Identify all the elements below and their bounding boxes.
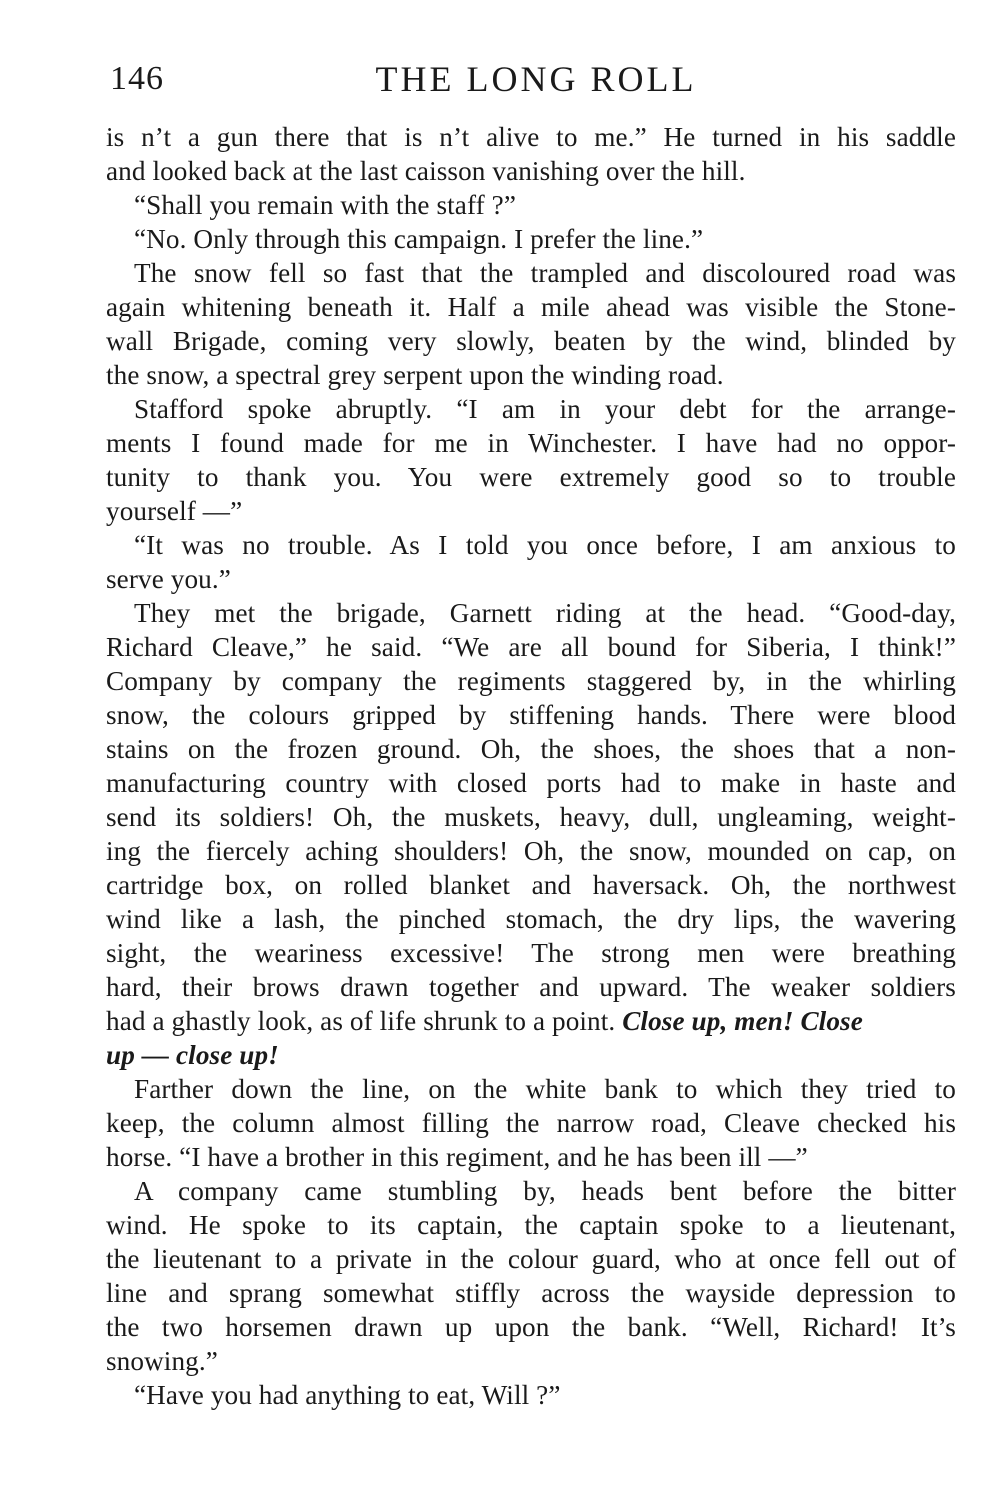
page-header (106, 58, 956, 106)
italic-text: up — close up! (106, 1040, 279, 1070)
text-line: snowing.” (106, 1346, 218, 1376)
text-line: the snow, a spectral grey serpent upon the winding road. (106, 360, 724, 390)
text-line: Stafford spoke abruptly. “I am in your debt for the arrange- (134, 394, 956, 424)
text-line: “No. Only through this campaign. I prefer the line.” (134, 224, 704, 254)
text-line: “Shall you remain with the staff ?” (134, 190, 517, 220)
text-line: stains on the frozen ground. Oh, the shoes, the shoes that a non- (106, 734, 956, 764)
running-title: THE LONG ROLL (375, 59, 697, 99)
text-line: Richard Cleave,” he said. “We are all bound for Siberia, I think!” (106, 632, 956, 662)
text-line: The snow fell so fast that the trampled and discoloured road was (134, 258, 956, 288)
text-span: had a ghastly look, as of life shrunk to a point. (106, 1006, 616, 1036)
text-line: wind like a lash, the pinched stomach, the dry lips, the wavering (106, 904, 956, 934)
text-line: manufacturing country with closed ports had to make in haste and (106, 768, 956, 798)
text-line: the two horsemen drawn up upon the bank. “Well, Richard! It’s (106, 1312, 956, 1342)
text-line: A company came stumbling by, heads bent before the bitter (134, 1176, 956, 1206)
text-line: yourself —” (106, 496, 243, 526)
text-line: “It was no trouble. As I told you once before, I am anxious to (134, 530, 956, 560)
text-line: Company by company the regiments staggered by, in the whirling (106, 666, 956, 696)
text-line: sight, the weariness excessive! The strong men were breathing (106, 938, 956, 968)
text-line: is n’t a gun there that is n’t alive to me.” He turned in his saddle (106, 122, 956, 152)
text-line: send its soldiers! Oh, the muskets, heavy, dull, ungleaming, weight- (106, 802, 956, 832)
text-line: Farther down the line, on the white bank to which they tried to (134, 1074, 956, 1104)
text-line: ments I found made for me in Winchester. I have had no oppor- (106, 428, 956, 458)
text-line: “Have you had anything to eat, Will ?” (134, 1380, 561, 1410)
book-page (106, 58, 956, 1412)
text-line: They met the brigade, Garnett riding at the head. “Good-day, (134, 598, 956, 628)
text-line: hard, their brows drawn together and upward. The weaker soldiers (106, 972, 956, 1002)
text-line: again whitening beneath it. Half a mile ahead was visible the Stone- (106, 292, 956, 322)
text-line: the lieutenant to a private in the colour guard, who at once fell out of (106, 1244, 956, 1274)
text-line (106, 1038, 956, 1072)
text-line: and looked back at the last caisson vanishing over the hill. (106, 156, 746, 186)
text-line: serve you.” (106, 564, 231, 594)
text-line (106, 1004, 956, 1038)
text-line: wind. He spoke to its captain, the captain spoke to a lieutenant, (106, 1210, 956, 1240)
body-text (106, 120, 956, 1412)
text-line: ing the fiercely aching shoulders! Oh, the snow, mounded on cap, on (106, 836, 956, 866)
text-line: tunity to thank you. You were extremely good so to trouble (106, 462, 956, 492)
text-line: cartridge box, on rolled blanket and haversack. Oh, the northwest (106, 870, 956, 900)
text-line: snow, the colours gripped by stiffening hands. There were blood (106, 700, 956, 730)
page-number: 146 (110, 60, 164, 97)
text-line: wall Brigade, coming very slowly, beaten by the wind, blinded by (106, 326, 956, 356)
text-line: line and sprang somewhat stiffly across the wayside depression to (106, 1278, 956, 1308)
text-line: horse. “I have a brother in this regiment, and he has been ill —” (106, 1142, 808, 1172)
text-line: keep, the column almost filling the narrow road, Cleave checked his (106, 1108, 956, 1138)
italic-text: Close up, men! Close (622, 1006, 863, 1036)
